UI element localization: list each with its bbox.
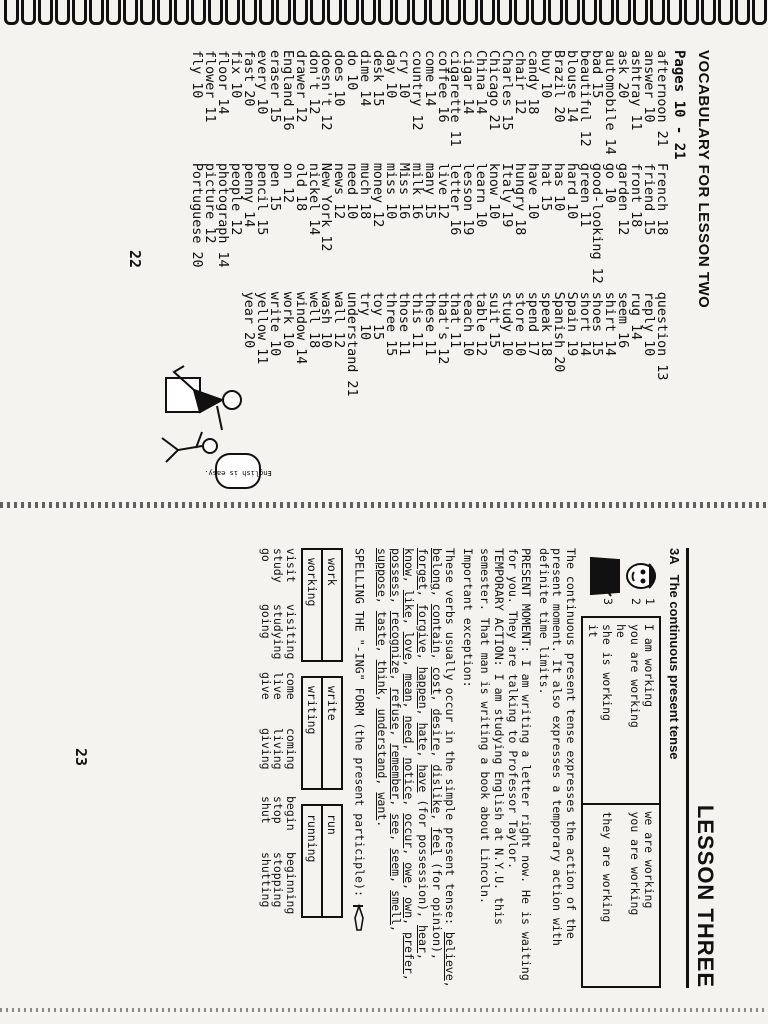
singular-form: I am working [642,624,656,708]
verb-list: believe, belong, contain, cost, desire, dislike, feel (for opinion), forget, forgive, happen, hate, have (for possession), hear, know, like, love, mean, need, notice, occur, owe, own, prefer, possess, recognize, refuse, remember, see, seem, smell, suppose, taste, think, understand, want. [375,548,458,988]
present-moment-paragraph [505,548,532,988]
verb-word: contain [429,603,444,653]
vocab-word: study 10 [499,291,515,357]
base-word: visit [283,548,298,583]
teacher-face-icon [589,548,661,598]
box-base: work [321,550,341,660]
vocab-word: on 12 [279,162,295,204]
base-word: shut [258,796,273,824]
vocab-word: front 18 [628,162,644,228]
vocab-word: blouse 14 [563,50,579,123]
spiral-binding [0,0,768,26]
spiral-ring [480,0,495,25]
page-fold-line [0,502,768,508]
base-word: go [258,548,273,562]
spiral-ring [684,0,699,25]
vocab-word: Portuguese 20 [189,162,205,268]
spiral-ring [446,0,461,25]
page-number-22: 22 [126,250,144,269]
page-22 [102,50,712,490]
vocab-word: coffee 16 [434,50,450,123]
vocab-word: Brazil 20 [550,50,566,123]
verb-word: taste [375,610,390,646]
person-numbers [581,598,661,616]
spiral-ring [157,0,172,25]
spiral-ring [548,0,563,25]
spiral-ring [599,0,614,25]
person-2: 2 [629,598,643,605]
plural-forms [582,804,660,987]
vocab-word: wash 10 [318,291,334,349]
vocab-word: understand 21 [344,291,360,397]
vocab-word: don't 12 [305,50,321,115]
verb-word: have [416,764,431,793]
ing-group-1 [259,548,297,658]
verb-word: know [402,548,417,576]
vocab-word: Chicago 21 [486,50,502,131]
vocab-word: Italy 19 [499,162,515,228]
spiral-ring [514,0,529,25]
verb-word: want [375,792,390,821]
conjugation-block [581,548,661,988]
vocab-word: Charles 15 [499,50,515,131]
vocab-word: flower 11 [202,50,218,123]
exception-paragraph [375,548,457,988]
verb-word: happen [416,666,431,709]
vocab-word: letter 16 [447,162,463,236]
vocab-word: chair 12 [512,50,528,115]
intro-paragraph: The continuous present tense expresses the action of the present moment. It also expresses a temporary action with definite time limits. [536,548,578,946]
spiral-ring [327,0,342,25]
verb-word: forgive [416,603,431,653]
spiral-ring [208,0,223,25]
plural-form: they are working [600,811,614,923]
spiral-ring [310,0,325,25]
verb-word: think [375,659,390,695]
vocab-word: this 11 [408,291,424,349]
section-title: The continuous present tense [667,574,682,760]
vocab-word: has 10 [550,162,566,212]
vocab-word: learn 10 [473,162,489,228]
spiral-ring [463,0,478,25]
ing-group-3 [258,796,298,915]
vocab-column-1 [189,50,667,155]
vocab-word: lesson 19 [460,162,476,236]
verb-word: like [402,589,417,618]
vocab-word: shirt 14 [602,291,618,357]
vocab-word: fix 10 [228,50,244,99]
vocab-word: spend 17 [524,291,540,357]
ing-word: beginning [283,852,298,915]
verb-word: believe [443,931,458,981]
vocab-word: do 10 [344,50,360,91]
vocab-word: miss 10 [382,162,398,220]
ing-word: going [258,604,273,639]
verb-word: belong [429,548,444,590]
spiral-ring [276,0,291,25]
ing-box-work [301,548,343,662]
spiral-ring [21,0,36,25]
page-bottom-edge [0,1008,768,1012]
section-heading [667,548,682,988]
verb-word: seem [388,848,403,877]
title-rule [686,548,689,988]
vocab-word: wall 12 [331,291,347,349]
spiral-ring [72,0,87,25]
spiral-ring [429,0,444,25]
vocab-word: table 12 [473,291,489,357]
box-ing: working [304,558,319,607]
ing-box-run [301,804,343,918]
vocab-word: window 14 [292,291,308,365]
vocab-word: come 14 [421,50,437,107]
box-base: run [321,806,341,916]
spiral-ring [718,0,733,25]
vocab-word: yellow 11 [253,291,269,365]
vocab-word: question 13 [654,291,669,381]
spiral-ring [259,0,274,25]
conjugation-table [581,616,661,988]
ing-word: giving [258,728,273,770]
singular-form: she is working [600,624,614,721]
ing-word: living [271,728,286,770]
section-number: 3A [667,548,682,565]
ing-boxes [301,548,343,988]
base-word: stop [271,796,286,824]
vocab-word: suit 15 [486,291,502,349]
spiral-ring [667,0,682,25]
verb-word: remember [388,743,403,800]
singular-forms [582,617,660,804]
page-23 [48,548,718,988]
verb-word: understand [375,708,390,779]
vocab-word: teach 10 [460,291,476,357]
note-opinion: (for opinion) [429,862,444,953]
teacher-cartoon [152,360,272,490]
vocab-word: store 10 [512,291,528,357]
spiral-ring [531,0,546,25]
vocab-word: milk 16 [408,162,424,220]
singular-form: he [614,624,628,638]
vocab-word: penny 14 [241,162,256,228]
vocab-word: cigarette 11 [447,50,463,147]
spiral-ring [565,0,580,25]
box-base: write [321,678,341,788]
verb-word: recognize [388,610,403,674]
vocab-word: much 18 [357,162,373,220]
vocab-word: photograph 14 [215,162,231,268]
box-ing: running [304,814,319,863]
verb-word: possess [388,548,403,597]
exception-intro: These verbs usually occur in the simple present tense: [443,548,458,925]
verb-word: owe [402,862,417,884]
spiral-ring [191,0,206,25]
vocab-word: picture 12 [202,162,218,244]
singular-form: it [586,624,600,638]
verb-word: see [388,813,403,835]
vocab-word: three 15 [382,291,398,357]
vocab-word: cry 10 [395,50,411,99]
page-number-23: 23 [72,748,90,767]
plural-form: you are working [628,811,642,916]
vocab-word: well 18 [305,291,321,349]
vocabulary-heading: VOCABULARY FOR LESSON TWO [695,50,712,309]
vocab-word: nickel 14 [305,162,321,236]
vocab-word: candy 18 [524,50,540,115]
spiral-ring [412,0,427,25]
vocab-word: news 12 [331,162,347,220]
vocab-word: year 20 [241,291,256,349]
vocab-word: French 18 [654,162,669,236]
spiral-ring [582,0,597,25]
temporary-text: I am studying English at N.Y.U. this semester. That man is writing a book about Lincoln. [478,548,507,925]
verb-word: hear [416,925,431,953]
vocab-word: Spanish 20 [550,291,566,373]
vocab-word: pencil 15 [253,162,269,236]
vocab-word: that's 12 [434,291,450,365]
present-moment-text: I am writing a letter right now. He is waiting for you. They are talking to Professor Taylor. [505,548,534,981]
spiral-ring [752,0,767,25]
spiral-ring [633,0,648,25]
verb-word: mean [402,673,417,702]
vocab-word: hungry 18 [512,162,528,236]
verb-word: smell [388,890,403,926]
speech-bubble-text: English is easy. [204,469,272,477]
vocab-word: money 12 [370,162,386,228]
vocab-word: need 10 [344,162,360,220]
vocab-word: bad 15 [589,50,605,99]
note-possession: (for possession) [416,799,431,912]
vocab-word: country 12 [408,50,424,131]
vocab-word: reply 10 [641,291,657,357]
base-word: give [258,672,273,700]
present-moment-label: PRESENT MOMENT: [519,548,534,653]
spiral-ring [106,0,121,25]
spelling-heading: SPELLING THE "-ING" FORM (the present participle): [352,548,367,898]
vocab-word: try 10 [357,291,373,341]
vocab-word: toy 15 [370,291,386,341]
vocab-word: doesn't 12 [318,50,334,131]
vocab-word: live 12 [434,162,450,220]
ing-examples [259,548,297,988]
lesson-title: LESSON THREE [693,804,718,988]
spiral-ring [293,0,308,25]
spiral-ring [344,0,359,25]
verb-word: prefer [402,932,417,974]
verb-word: refuse [388,687,403,730]
vocab-word: floor 14 [215,50,231,115]
verb-word: love [402,631,417,660]
spiral-ring [4,0,19,25]
pointing-hand-icon [349,904,369,932]
temporary-paragraph [478,548,505,988]
vocab-word: automobile 14 [602,50,618,155]
verb-word: own [402,897,417,919]
person-3: 3 [601,598,615,605]
spiral-ring [378,0,393,25]
vocab-word: write 10 [266,291,282,357]
spiral-ring [123,0,138,25]
spiral-ring [174,0,189,25]
vocab-word: Spain 19 [563,291,579,357]
verb-word: cost [429,666,444,695]
vocab-word: people 12 [228,162,244,236]
ing-word: studying [271,604,286,660]
spiral-ring [140,0,155,25]
vocab-word: speak 18 [537,291,553,357]
spiral-ring [225,0,240,25]
verb-word: dislike [429,764,444,814]
ing-group-2 [259,672,297,782]
spiral-ring [650,0,665,25]
vocab-word: China 14 [473,50,489,115]
vocab-word: seem 16 [615,291,631,349]
vocab-word: rug 14 [628,291,644,341]
vocab-word: friend 15 [641,162,657,236]
vocab-word: garden 12 [615,162,631,236]
spelling-heading-line [349,548,369,988]
box-ing: writing [304,686,319,735]
vocab-word: answer 10 [641,50,657,123]
vocab-word: fast 20 [241,50,256,107]
vocab-word: beautiful 12 [576,50,592,147]
vocab-word: have 10 [524,162,540,220]
verb-word: notice [402,757,417,800]
vocab-word: know 10 [486,162,502,220]
vocab-word: work 10 [279,291,295,349]
vocab-word: day 10 [382,50,398,99]
vocab-word: those 11 [395,291,411,357]
vocab-word: dime 14 [357,50,373,107]
vocab-word: short 14 [576,291,592,357]
exception-heading: Important exception: [460,548,475,688]
vocab-word: does 10 [331,50,347,107]
ing-word: shutting [258,852,273,908]
vocab-word: ask 20 [615,50,631,99]
vocab-column-2 [189,163,667,284]
spiral-ring [701,0,716,25]
temporary-label: TEMPORARY ACTION: [492,548,507,667]
vocab-word: fly 10 [189,50,205,99]
base-word: study [271,548,286,583]
vocab-word: go 10 [602,162,618,204]
vocab-word: good-looking 12 [589,162,605,284]
spiral-ring [55,0,70,25]
spiral-ring [242,0,257,25]
verb-word: occur [402,813,417,849]
vocab-word: buy 10 [537,50,553,99]
vocab-word: green 11 [576,162,592,228]
ing-word: coming [283,728,298,770]
vocab-word: eraser 15 [266,50,282,123]
vocab-word: cigar 14 [460,50,476,115]
ing-word: visiting [283,604,298,660]
vocab-word: every 10 [253,50,269,115]
verb-word: suppose [375,548,390,597]
vocab-word: drawer 12 [292,50,308,123]
vocab-word: ashtray 11 [628,50,644,131]
ing-box-write [301,676,343,790]
pages-range: Pages 10 - 21 [671,50,687,160]
vocab-word: these 11 [421,291,437,357]
vocab-word: afternoon 21 [654,50,669,147]
vocab-word: Miss 16 [395,162,411,220]
verb-word: need [402,715,417,744]
verb-word: forget [416,548,431,590]
vocab-word: shoes 15 [589,291,605,357]
vocab-word: that 11 [447,291,463,349]
vocab-word: New York 12 [318,162,334,252]
plural-form: we are working [642,811,656,909]
spiral-ring [735,0,750,25]
spiral-ring [361,0,376,25]
spiral-ring [616,0,631,25]
person-1: 1 [643,598,657,605]
base-word: come [283,672,298,700]
singular-form: you are working [628,624,642,728]
vocab-word: England 16 [279,50,295,131]
verb-word: hate [416,722,431,751]
vocab-word: pen 15 [266,162,282,212]
spiral-ring [395,0,410,25]
spiral-ring [89,0,104,25]
ing-word: stopping [271,852,286,908]
spiral-ring [497,0,512,25]
base-word: begin [283,796,298,831]
vocab-word: hat 15 [537,162,553,212]
verb-word: feel [429,827,444,856]
vocab-word: many 15 [421,162,437,220]
vocab-word: hard 10 [563,162,579,220]
verb-word: desire [429,708,444,751]
spiral-ring [38,0,53,25]
base-word: live [271,672,286,700]
vocab-word: old 18 [292,162,308,212]
vocab-word: desk 15 [370,50,386,107]
